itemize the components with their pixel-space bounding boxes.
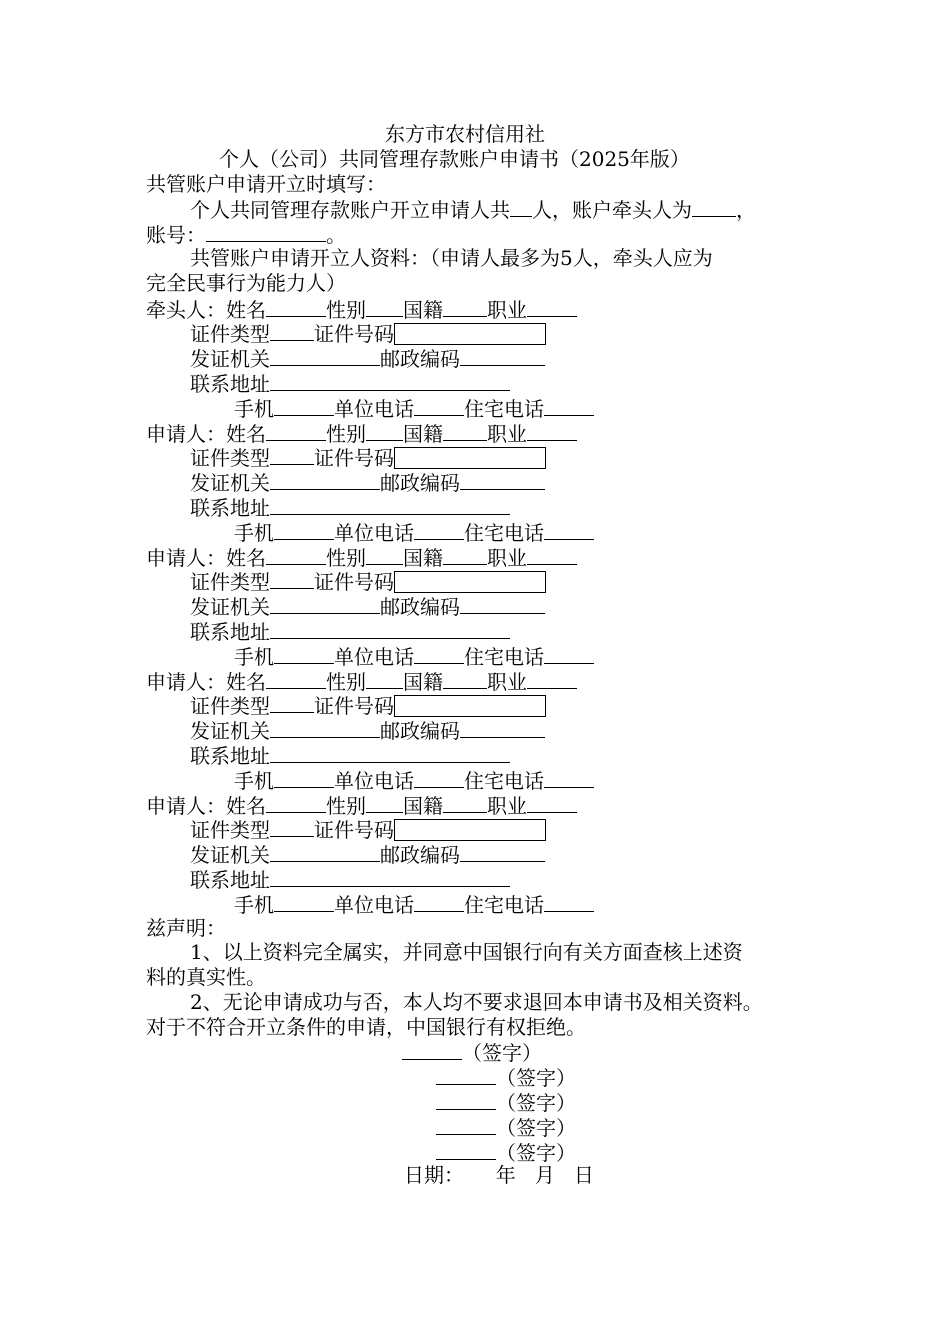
address-field[interactable] — [270, 370, 510, 391]
work-phone-field[interactable] — [414, 767, 464, 788]
home-phone-field[interactable] — [544, 519, 594, 540]
nationality-field[interactable] — [443, 420, 487, 441]
job-field[interactable] — [527, 792, 577, 813]
signature-field[interactable] — [436, 1114, 496, 1135]
home-phone-field[interactable] — [544, 643, 594, 664]
nationality-field[interactable] — [443, 544, 487, 565]
issuer-field[interactable] — [270, 469, 380, 490]
person-block-applicant: 申请人：姓名 性别 国籍 职业 证件类型 证件号码 发证机关 邮政编码 联系地址 手机 单位电话 住宅电话 — [146, 668, 826, 792]
account-number-field[interactable] — [206, 221, 326, 242]
gender-field[interactable] — [366, 668, 403, 689]
address-field[interactable] — [270, 866, 510, 887]
id-number-box[interactable] — [394, 571, 546, 593]
mobile-field[interactable] — [274, 891, 334, 912]
name-field[interactable] — [266, 544, 326, 565]
mobile-field[interactable] — [274, 767, 334, 788]
signature-field[interactable] — [436, 1064, 496, 1085]
home-phone-field[interactable] — [544, 767, 594, 788]
person-block-applicant: 申请人：姓名 性别 国籍 职业 证件类型 证件号码 发证机关 邮政编码 联系地址 手机 单位电话 住宅电话 — [146, 544, 826, 668]
person-block-leader: 牵头人：姓名 性别 国籍 职业 证件类型 证件号码 发证机关 邮政编码 联系地址 手机 单位电话 住宅电话 — [146, 296, 826, 420]
gender-field[interactable] — [366, 544, 403, 565]
job-field[interactable] — [527, 296, 577, 317]
name-field[interactable] — [266, 668, 326, 689]
address-field[interactable] — [270, 494, 510, 515]
gender-field[interactable] — [366, 420, 403, 441]
gender-field[interactable] — [366, 296, 403, 317]
person-block-applicant: 申请人：姓名 性别 国籍 职业 证件类型 证件号码 发证机关 邮政编码 联系地址 手机 单位电话 住宅电话 — [146, 792, 826, 916]
work-phone-field[interactable] — [414, 519, 464, 540]
mobile-field[interactable] — [274, 643, 334, 664]
address-field[interactable] — [270, 742, 510, 763]
gender-field[interactable] — [366, 792, 403, 813]
declaration-item1-line2: 料的真实性。 — [146, 965, 266, 990]
applicant-count-field[interactable] — [510, 196, 532, 217]
signature-line: （签字） — [146, 1114, 826, 1139]
signature-field[interactable] — [436, 1089, 496, 1110]
date-line: 日期： 年 月 日 — [404, 1163, 594, 1188]
org-title-row — [146, 122, 826, 147]
nationality-field[interactable] — [443, 668, 487, 689]
signature-line: （签字） — [146, 1139, 826, 1164]
postcode-field[interactable] — [460, 345, 545, 366]
person-block-applicant: 申请人：姓名 性别 国籍 职业 证件类型 证件号码 发证机关 邮政编码 联系地址 手机 单位电话 住宅电话 — [146, 420, 826, 544]
note-line2: 完全民事行为能力人） — [146, 270, 346, 295]
id-number-box[interactable] — [394, 447, 546, 469]
postcode-field[interactable] — [460, 593, 545, 614]
leader-field[interactable] — [692, 196, 736, 217]
org-title: 东方市农村信用社 — [385, 122, 545, 146]
signature-line: （签字） — [146, 1089, 826, 1114]
job-field[interactable] — [527, 668, 577, 689]
id-number-box[interactable] — [394, 695, 546, 717]
name-field[interactable] — [266, 792, 326, 813]
address-field[interactable] — [270, 618, 510, 639]
note-line1: 共管账户申请开立人资料：（申请人最多为5人，牵头人应为 — [190, 245, 713, 270]
name-field[interactable] — [266, 296, 326, 317]
intro-line2: 账号： 。 — [146, 223, 346, 248]
declaration-item1-line1: 1、以上资料完全属实，并同意中国银行向有关方面查核上述资 — [190, 940, 743, 965]
home-phone-field[interactable] — [544, 891, 594, 912]
application-form — [146, 122, 826, 1188]
id-type-field[interactable] — [270, 444, 314, 465]
issuer-field[interactable] — [270, 593, 380, 614]
nationality-field[interactable] — [443, 792, 487, 813]
signature-line: （签字） — [146, 1064, 826, 1089]
id-number-box[interactable] — [394, 819, 546, 841]
id-type-field[interactable] — [270, 816, 314, 837]
home-phone-field[interactable] — [544, 395, 594, 416]
work-phone-field[interactable] — [414, 643, 464, 664]
id-type-field[interactable] — [270, 320, 314, 341]
work-phone-field[interactable] — [414, 891, 464, 912]
job-field[interactable] — [527, 420, 577, 441]
declaration-heading: 兹声明： — [146, 915, 226, 940]
signature-line: （签字） — [146, 1039, 826, 1064]
issuer-field[interactable] — [270, 841, 380, 862]
intro-line1: 个人共同管理存款账户开立申请人共 人，账户牵头人为 ， — [190, 198, 756, 223]
nationality-field[interactable] — [443, 296, 487, 317]
mobile-field[interactable] — [274, 519, 334, 540]
name-field[interactable] — [266, 420, 326, 441]
signature-field[interactable] — [402, 1039, 462, 1060]
id-type-field[interactable] — [270, 692, 314, 713]
signature-field[interactable] — [436, 1139, 496, 1160]
issuer-field[interactable] — [270, 717, 380, 738]
postcode-field[interactable] — [460, 469, 545, 490]
work-phone-field[interactable] — [414, 395, 464, 416]
declaration-item2-line1: 2、无论申请成功与否，本人均不要求退回本申请书及相关资料。 — [190, 989, 763, 1014]
id-type-field[interactable] — [270, 568, 314, 589]
job-field[interactable] — [527, 544, 577, 565]
declaration-item2-line2: 对于不符合开立条件的申请，中国银行有权拒绝。 — [146, 1014, 586, 1039]
mobile-field[interactable] — [274, 395, 334, 416]
id-number-box[interactable] — [394, 323, 546, 345]
form-title: 个人（公司）共同管理存款账户申请书（2025年版） — [219, 146, 690, 171]
postcode-field[interactable] — [460, 841, 545, 862]
issuer-field[interactable] — [270, 345, 380, 366]
postcode-field[interactable] — [460, 717, 545, 738]
intro-heading: 共管账户申请开立时填写： — [146, 171, 386, 196]
